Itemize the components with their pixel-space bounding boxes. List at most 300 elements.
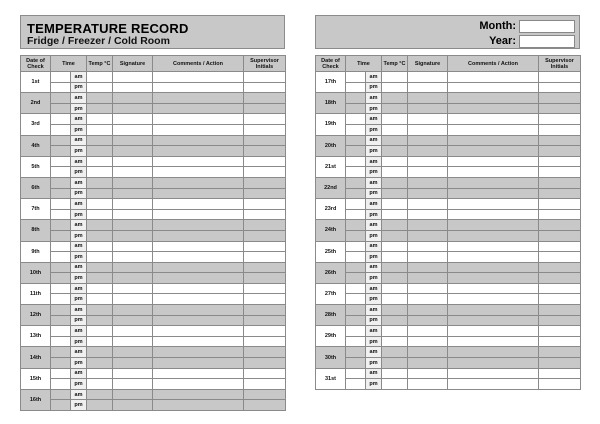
time-input-cell[interactable]	[51, 315, 71, 326]
signature-input-cell[interactable]	[113, 252, 153, 263]
time-input-cell[interactable]	[51, 294, 71, 305]
temp-input-cell[interactable]	[382, 93, 408, 104]
temp-input-cell[interactable]	[87, 315, 113, 326]
time-input-cell[interactable]	[346, 262, 366, 273]
signature-input-cell[interactable]	[408, 220, 448, 231]
comments-input-cell[interactable]	[448, 241, 539, 252]
time-input-cell[interactable]	[51, 167, 71, 178]
comments-input-cell[interactable]	[448, 283, 539, 294]
supervisor-input-cell[interactable]	[539, 114, 581, 125]
time-input-cell[interactable]	[346, 294, 366, 305]
comments-input-cell[interactable]	[153, 135, 244, 146]
time-input-cell[interactable]	[346, 93, 366, 104]
temp-input-cell[interactable]	[382, 252, 408, 263]
supervisor-input-cell[interactable]	[539, 135, 581, 146]
signature-input-cell[interactable]	[408, 82, 448, 93]
supervisor-input-cell[interactable]	[244, 72, 286, 83]
comments-input-cell[interactable]	[153, 167, 244, 178]
supervisor-input-cell[interactable]	[244, 294, 286, 305]
temp-input-cell[interactable]	[382, 326, 408, 337]
temp-input-cell[interactable]	[382, 82, 408, 93]
signature-input-cell[interactable]	[113, 241, 153, 252]
temp-input-cell[interactable]	[382, 283, 408, 294]
temp-input-cell[interactable]	[87, 103, 113, 114]
supervisor-input-cell[interactable]	[244, 156, 286, 167]
comments-input-cell[interactable]	[153, 124, 244, 135]
temp-input-cell[interactable]	[382, 368, 408, 379]
supervisor-input-cell[interactable]	[539, 252, 581, 263]
temp-input-cell[interactable]	[87, 305, 113, 316]
signature-input-cell[interactable]	[408, 114, 448, 125]
comments-input-cell[interactable]	[153, 368, 244, 379]
signature-input-cell[interactable]	[408, 188, 448, 199]
temp-input-cell[interactable]	[382, 146, 408, 157]
comments-input-cell[interactable]	[153, 72, 244, 83]
signature-input-cell[interactable]	[113, 368, 153, 379]
supervisor-input-cell[interactable]	[244, 146, 286, 157]
temp-input-cell[interactable]	[87, 400, 113, 411]
supervisor-input-cell[interactable]	[539, 146, 581, 157]
temp-input-cell[interactable]	[87, 347, 113, 358]
time-input-cell[interactable]	[51, 230, 71, 241]
comments-input-cell[interactable]	[448, 188, 539, 199]
signature-input-cell[interactable]	[113, 389, 153, 400]
signature-input-cell[interactable]	[113, 177, 153, 188]
signature-input-cell[interactable]	[113, 262, 153, 273]
comments-input-cell[interactable]	[448, 252, 539, 263]
signature-input-cell[interactable]	[113, 209, 153, 220]
supervisor-input-cell[interactable]	[539, 262, 581, 273]
temp-input-cell[interactable]	[382, 156, 408, 167]
signature-input-cell[interactable]	[408, 167, 448, 178]
signature-input-cell[interactable]	[113, 135, 153, 146]
signature-input-cell[interactable]	[113, 400, 153, 411]
supervisor-input-cell[interactable]	[244, 336, 286, 347]
comments-input-cell[interactable]	[448, 347, 539, 358]
time-input-cell[interactable]	[51, 199, 71, 210]
supervisor-input-cell[interactable]	[539, 93, 581, 104]
supervisor-input-cell[interactable]	[539, 379, 581, 390]
comments-input-cell[interactable]	[153, 114, 244, 125]
time-input-cell[interactable]	[51, 347, 71, 358]
time-input-cell[interactable]	[346, 358, 366, 369]
temp-input-cell[interactable]	[382, 294, 408, 305]
signature-input-cell[interactable]	[408, 283, 448, 294]
temp-input-cell[interactable]	[87, 326, 113, 337]
supervisor-input-cell[interactable]	[539, 315, 581, 326]
comments-input-cell[interactable]	[448, 209, 539, 220]
temp-input-cell[interactable]	[87, 177, 113, 188]
comments-input-cell[interactable]	[153, 315, 244, 326]
supervisor-input-cell[interactable]	[244, 358, 286, 369]
temp-input-cell[interactable]	[382, 209, 408, 220]
temp-input-cell[interactable]	[382, 135, 408, 146]
time-input-cell[interactable]	[346, 315, 366, 326]
signature-input-cell[interactable]	[113, 220, 153, 231]
supervisor-input-cell[interactable]	[539, 336, 581, 347]
signature-input-cell[interactable]	[408, 177, 448, 188]
time-input-cell[interactable]	[51, 146, 71, 157]
supervisor-input-cell[interactable]	[539, 167, 581, 178]
time-input-cell[interactable]	[51, 124, 71, 135]
signature-input-cell[interactable]	[113, 305, 153, 316]
time-input-cell[interactable]	[346, 283, 366, 294]
month-input[interactable]	[519, 20, 575, 33]
comments-input-cell[interactable]	[448, 273, 539, 284]
signature-input-cell[interactable]	[113, 72, 153, 83]
signature-input-cell[interactable]	[113, 114, 153, 125]
temp-input-cell[interactable]	[87, 82, 113, 93]
comments-input-cell[interactable]	[448, 124, 539, 135]
time-input-cell[interactable]	[346, 368, 366, 379]
signature-input-cell[interactable]	[408, 93, 448, 104]
temp-input-cell[interactable]	[87, 294, 113, 305]
temp-input-cell[interactable]	[382, 379, 408, 390]
comments-input-cell[interactable]	[448, 72, 539, 83]
comments-input-cell[interactable]	[153, 220, 244, 231]
temp-input-cell[interactable]	[382, 177, 408, 188]
supervisor-input-cell[interactable]	[539, 72, 581, 83]
supervisor-input-cell[interactable]	[244, 135, 286, 146]
temp-input-cell[interactable]	[382, 347, 408, 358]
time-input-cell[interactable]	[51, 262, 71, 273]
signature-input-cell[interactable]	[408, 358, 448, 369]
temp-input-cell[interactable]	[87, 93, 113, 104]
supervisor-input-cell[interactable]	[244, 315, 286, 326]
comments-input-cell[interactable]	[153, 93, 244, 104]
supervisor-input-cell[interactable]	[539, 241, 581, 252]
signature-input-cell[interactable]	[408, 103, 448, 114]
time-input-cell[interactable]	[51, 82, 71, 93]
comments-input-cell[interactable]	[448, 82, 539, 93]
time-input-cell[interactable]	[346, 199, 366, 210]
comments-input-cell[interactable]	[153, 156, 244, 167]
time-input-cell[interactable]	[346, 188, 366, 199]
temp-input-cell[interactable]	[87, 199, 113, 210]
comments-input-cell[interactable]	[448, 379, 539, 390]
time-input-cell[interactable]	[51, 93, 71, 104]
signature-input-cell[interactable]	[113, 283, 153, 294]
signature-input-cell[interactable]	[408, 156, 448, 167]
comments-input-cell[interactable]	[153, 326, 244, 337]
time-input-cell[interactable]	[51, 305, 71, 316]
signature-input-cell[interactable]	[113, 294, 153, 305]
time-input-cell[interactable]	[346, 82, 366, 93]
comments-input-cell[interactable]	[153, 241, 244, 252]
time-input-cell[interactable]	[346, 336, 366, 347]
comments-input-cell[interactable]	[448, 167, 539, 178]
temp-input-cell[interactable]	[87, 167, 113, 178]
temp-input-cell[interactable]	[382, 262, 408, 273]
comments-input-cell[interactable]	[448, 262, 539, 273]
signature-input-cell[interactable]	[408, 135, 448, 146]
comments-input-cell[interactable]	[448, 156, 539, 167]
time-input-cell[interactable]	[346, 273, 366, 284]
time-input-cell[interactable]	[346, 379, 366, 390]
supervisor-input-cell[interactable]	[539, 347, 581, 358]
comments-input-cell[interactable]	[153, 358, 244, 369]
time-input-cell[interactable]	[346, 135, 366, 146]
temp-input-cell[interactable]	[382, 336, 408, 347]
time-input-cell[interactable]	[51, 103, 71, 114]
temp-input-cell[interactable]	[382, 114, 408, 125]
comments-input-cell[interactable]	[153, 305, 244, 316]
time-input-cell[interactable]	[51, 135, 71, 146]
temp-input-cell[interactable]	[382, 124, 408, 135]
comments-input-cell[interactable]	[448, 326, 539, 337]
time-input-cell[interactable]	[51, 326, 71, 337]
comments-input-cell[interactable]	[448, 93, 539, 104]
supervisor-input-cell[interactable]	[244, 93, 286, 104]
supervisor-input-cell[interactable]	[539, 283, 581, 294]
temp-input-cell[interactable]	[87, 209, 113, 220]
time-input-cell[interactable]	[51, 368, 71, 379]
supervisor-input-cell[interactable]	[539, 358, 581, 369]
temp-input-cell[interactable]	[87, 273, 113, 284]
supervisor-input-cell[interactable]	[539, 326, 581, 337]
signature-input-cell[interactable]	[408, 368, 448, 379]
supervisor-input-cell[interactable]	[244, 273, 286, 284]
signature-input-cell[interactable]	[113, 199, 153, 210]
supervisor-input-cell[interactable]	[244, 82, 286, 93]
comments-input-cell[interactable]	[448, 103, 539, 114]
comments-input-cell[interactable]	[153, 230, 244, 241]
temp-input-cell[interactable]	[382, 305, 408, 316]
time-input-cell[interactable]	[346, 103, 366, 114]
comments-input-cell[interactable]	[153, 146, 244, 157]
temp-input-cell[interactable]	[87, 135, 113, 146]
supervisor-input-cell[interactable]	[539, 368, 581, 379]
temp-input-cell[interactable]	[87, 389, 113, 400]
time-input-cell[interactable]	[51, 177, 71, 188]
time-input-cell[interactable]	[51, 209, 71, 220]
supervisor-input-cell[interactable]	[244, 188, 286, 199]
temp-input-cell[interactable]	[87, 156, 113, 167]
signature-input-cell[interactable]	[113, 315, 153, 326]
time-input-cell[interactable]	[346, 252, 366, 263]
signature-input-cell[interactable]	[408, 72, 448, 83]
supervisor-input-cell[interactable]	[244, 114, 286, 125]
comments-input-cell[interactable]	[153, 262, 244, 273]
supervisor-input-cell[interactable]	[539, 156, 581, 167]
comments-input-cell[interactable]	[153, 379, 244, 390]
year-input[interactable]	[519, 35, 575, 48]
temp-input-cell[interactable]	[382, 358, 408, 369]
time-input-cell[interactable]	[51, 273, 71, 284]
time-input-cell[interactable]	[346, 347, 366, 358]
time-input-cell[interactable]	[346, 146, 366, 157]
time-input-cell[interactable]	[346, 230, 366, 241]
signature-input-cell[interactable]	[408, 230, 448, 241]
time-input-cell[interactable]	[346, 220, 366, 231]
time-input-cell[interactable]	[51, 389, 71, 400]
signature-input-cell[interactable]	[408, 241, 448, 252]
supervisor-input-cell[interactable]	[244, 241, 286, 252]
supervisor-input-cell[interactable]	[244, 283, 286, 294]
comments-input-cell[interactable]	[153, 103, 244, 114]
temp-input-cell[interactable]	[382, 273, 408, 284]
supervisor-input-cell[interactable]	[244, 103, 286, 114]
comments-input-cell[interactable]	[153, 82, 244, 93]
time-input-cell[interactable]	[346, 209, 366, 220]
supervisor-input-cell[interactable]	[539, 230, 581, 241]
supervisor-input-cell[interactable]	[244, 199, 286, 210]
signature-input-cell[interactable]	[408, 347, 448, 358]
time-input-cell[interactable]	[51, 336, 71, 347]
time-input-cell[interactable]	[51, 379, 71, 390]
signature-input-cell[interactable]	[113, 93, 153, 104]
signature-input-cell[interactable]	[408, 336, 448, 347]
signature-input-cell[interactable]	[113, 273, 153, 284]
time-input-cell[interactable]	[346, 156, 366, 167]
supervisor-input-cell[interactable]	[244, 400, 286, 411]
temp-input-cell[interactable]	[87, 220, 113, 231]
temp-input-cell[interactable]	[87, 379, 113, 390]
supervisor-input-cell[interactable]	[539, 177, 581, 188]
signature-input-cell[interactable]	[113, 358, 153, 369]
time-input-cell[interactable]	[346, 305, 366, 316]
comments-input-cell[interactable]	[153, 400, 244, 411]
supervisor-input-cell[interactable]	[539, 188, 581, 199]
signature-input-cell[interactable]	[113, 336, 153, 347]
signature-input-cell[interactable]	[408, 209, 448, 220]
supervisor-input-cell[interactable]	[244, 124, 286, 135]
temp-input-cell[interactable]	[87, 230, 113, 241]
time-input-cell[interactable]	[346, 124, 366, 135]
comments-input-cell[interactable]	[153, 389, 244, 400]
temp-input-cell[interactable]	[382, 199, 408, 210]
comments-input-cell[interactable]	[448, 305, 539, 316]
supervisor-input-cell[interactable]	[244, 220, 286, 231]
supervisor-input-cell[interactable]	[539, 209, 581, 220]
temp-input-cell[interactable]	[382, 167, 408, 178]
time-input-cell[interactable]	[51, 283, 71, 294]
signature-input-cell[interactable]	[408, 294, 448, 305]
time-input-cell[interactable]	[346, 241, 366, 252]
time-input-cell[interactable]	[51, 156, 71, 167]
supervisor-input-cell[interactable]	[244, 262, 286, 273]
comments-input-cell[interactable]	[153, 188, 244, 199]
temp-input-cell[interactable]	[87, 336, 113, 347]
temp-input-cell[interactable]	[382, 241, 408, 252]
comments-input-cell[interactable]	[448, 368, 539, 379]
comments-input-cell[interactable]	[153, 252, 244, 263]
time-input-cell[interactable]	[346, 167, 366, 178]
time-input-cell[interactable]	[346, 72, 366, 83]
supervisor-input-cell[interactable]	[244, 209, 286, 220]
temp-input-cell[interactable]	[382, 230, 408, 241]
supervisor-input-cell[interactable]	[244, 368, 286, 379]
comments-input-cell[interactable]	[448, 177, 539, 188]
signature-input-cell[interactable]	[113, 146, 153, 157]
signature-input-cell[interactable]	[408, 252, 448, 263]
supervisor-input-cell[interactable]	[539, 273, 581, 284]
comments-input-cell[interactable]	[448, 135, 539, 146]
temp-input-cell[interactable]	[87, 262, 113, 273]
time-input-cell[interactable]	[51, 400, 71, 411]
supervisor-input-cell[interactable]	[244, 305, 286, 316]
supervisor-input-cell[interactable]	[244, 167, 286, 178]
temp-input-cell[interactable]	[87, 72, 113, 83]
supervisor-input-cell[interactable]	[244, 379, 286, 390]
time-input-cell[interactable]	[51, 241, 71, 252]
comments-input-cell[interactable]	[153, 199, 244, 210]
time-input-cell[interactable]	[346, 177, 366, 188]
comments-input-cell[interactable]	[448, 230, 539, 241]
time-input-cell[interactable]	[346, 326, 366, 337]
signature-input-cell[interactable]	[113, 326, 153, 337]
temp-input-cell[interactable]	[382, 315, 408, 326]
signature-input-cell[interactable]	[113, 82, 153, 93]
signature-input-cell[interactable]	[113, 379, 153, 390]
comments-input-cell[interactable]	[153, 283, 244, 294]
supervisor-input-cell[interactable]	[539, 82, 581, 93]
supervisor-input-cell[interactable]	[539, 220, 581, 231]
signature-input-cell[interactable]	[408, 146, 448, 157]
temp-input-cell[interactable]	[87, 124, 113, 135]
time-input-cell[interactable]	[51, 220, 71, 231]
temp-input-cell[interactable]	[87, 241, 113, 252]
supervisor-input-cell[interactable]	[539, 199, 581, 210]
temp-input-cell[interactable]	[87, 146, 113, 157]
temp-input-cell[interactable]	[382, 188, 408, 199]
signature-input-cell[interactable]	[408, 315, 448, 326]
supervisor-input-cell[interactable]	[539, 103, 581, 114]
supervisor-input-cell[interactable]	[244, 252, 286, 263]
supervisor-input-cell[interactable]	[539, 294, 581, 305]
signature-input-cell[interactable]	[408, 262, 448, 273]
comments-input-cell[interactable]	[153, 336, 244, 347]
signature-input-cell[interactable]	[113, 124, 153, 135]
supervisor-input-cell[interactable]	[244, 389, 286, 400]
supervisor-input-cell[interactable]	[244, 326, 286, 337]
temp-input-cell[interactable]	[87, 114, 113, 125]
temp-input-cell[interactable]	[87, 368, 113, 379]
signature-input-cell[interactable]	[408, 326, 448, 337]
signature-input-cell[interactable]	[113, 347, 153, 358]
signature-input-cell[interactable]	[408, 199, 448, 210]
comments-input-cell[interactable]	[153, 273, 244, 284]
comments-input-cell[interactable]	[153, 209, 244, 220]
signature-input-cell[interactable]	[113, 188, 153, 199]
time-input-cell[interactable]	[51, 252, 71, 263]
time-input-cell[interactable]	[346, 114, 366, 125]
time-input-cell[interactable]	[51, 188, 71, 199]
comments-input-cell[interactable]	[448, 114, 539, 125]
signature-input-cell[interactable]	[113, 230, 153, 241]
supervisor-input-cell[interactable]	[244, 230, 286, 241]
supervisor-input-cell[interactable]	[539, 305, 581, 316]
comments-input-cell[interactable]	[448, 336, 539, 347]
comments-input-cell[interactable]	[448, 146, 539, 157]
comments-input-cell[interactable]	[153, 177, 244, 188]
temp-input-cell[interactable]	[87, 358, 113, 369]
supervisor-input-cell[interactable]	[539, 124, 581, 135]
temp-input-cell[interactable]	[382, 103, 408, 114]
comments-input-cell[interactable]	[153, 294, 244, 305]
signature-input-cell[interactable]	[408, 379, 448, 390]
time-input-cell[interactable]	[51, 358, 71, 369]
temp-input-cell[interactable]	[382, 72, 408, 83]
temp-input-cell[interactable]	[87, 188, 113, 199]
temp-input-cell[interactable]	[87, 283, 113, 294]
signature-input-cell[interactable]	[408, 305, 448, 316]
comments-input-cell[interactable]	[448, 315, 539, 326]
signature-input-cell[interactable]	[408, 124, 448, 135]
supervisor-input-cell[interactable]	[244, 177, 286, 188]
signature-input-cell[interactable]	[113, 103, 153, 114]
signature-input-cell[interactable]	[113, 156, 153, 167]
